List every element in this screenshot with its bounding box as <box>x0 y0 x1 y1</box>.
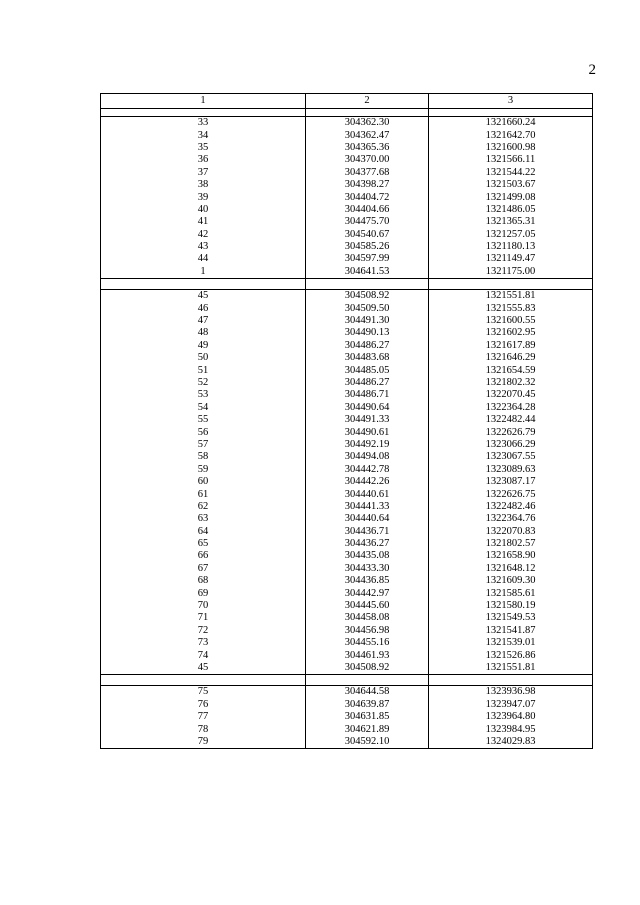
separator-cell <box>429 675 593 686</box>
x-coordinate-cell: 304475.70 <box>306 216 429 228</box>
separator-cell <box>101 279 306 290</box>
table-row <box>101 563 593 575</box>
table-row <box>101 637 593 649</box>
table-row <box>101 600 593 612</box>
table-row <box>101 575 593 587</box>
table-row <box>101 439 593 451</box>
x-coordinate-cell: 304440.61 <box>306 488 429 500</box>
table-row <box>101 204 593 216</box>
table-row <box>101 612 593 624</box>
x-coordinate-cell: 304445.60 <box>306 600 429 612</box>
point-number-cell: 35 <box>101 142 306 154</box>
x-coordinate-cell: 304486.27 <box>306 340 429 352</box>
table-row <box>101 179 593 191</box>
x-coordinate-cell: 304490.13 <box>306 327 429 339</box>
x-coordinate-cell: 304641.53 <box>306 266 429 279</box>
x-coordinate-cell: 304509.50 <box>306 302 429 314</box>
table-row <box>101 364 593 376</box>
x-coordinate-cell: 304597.99 <box>306 253 429 265</box>
table-row <box>101 414 593 426</box>
table-row <box>101 389 593 401</box>
y-coordinate-cell: 1322070.45 <box>429 389 593 401</box>
page-number: 2 <box>588 62 596 78</box>
y-coordinate-cell: 1321617.89 <box>429 340 593 352</box>
y-coordinate-cell: 1321551.81 <box>429 290 593 303</box>
y-coordinate-cell: 1322070.83 <box>429 526 593 538</box>
y-coordinate-cell: 1321580.19 <box>429 600 593 612</box>
table-row <box>101 711 593 723</box>
table-row <box>101 253 593 265</box>
section-separator-row <box>101 109 593 117</box>
point-number-cell: 67 <box>101 563 306 575</box>
table-row <box>101 476 593 488</box>
y-coordinate-cell: 1321600.98 <box>429 142 593 154</box>
y-coordinate-cell: 1322364.28 <box>429 402 593 414</box>
y-coordinate-cell: 1323066.29 <box>429 439 593 451</box>
point-number-cell: 52 <box>101 377 306 389</box>
table-row <box>101 266 593 279</box>
point-number-cell: 37 <box>101 167 306 179</box>
x-coordinate-cell: 304365.36 <box>306 142 429 154</box>
point-number-cell: 59 <box>101 464 306 476</box>
x-coordinate-cell: 304639.87 <box>306 699 429 711</box>
x-coordinate-cell: 304440.64 <box>306 513 429 525</box>
y-coordinate-cell: 1321539.01 <box>429 637 593 649</box>
y-coordinate-cell: 1321149.47 <box>429 253 593 265</box>
y-coordinate-cell: 1321646.29 <box>429 352 593 364</box>
y-coordinate-cell: 1322482.46 <box>429 501 593 513</box>
x-coordinate-cell: 304458.08 <box>306 612 429 624</box>
x-coordinate-cell: 304508.92 <box>306 290 429 303</box>
x-coordinate-cell: 304442.97 <box>306 587 429 599</box>
y-coordinate-cell: 1321526.86 <box>429 649 593 661</box>
y-coordinate-cell: 1321551.81 <box>429 662 593 675</box>
point-number-cell: 54 <box>101 402 306 414</box>
x-coordinate-cell: 304362.47 <box>306 129 429 141</box>
table-row <box>101 377 593 389</box>
x-coordinate-cell: 304433.30 <box>306 563 429 575</box>
x-coordinate-cell: 304435.08 <box>306 550 429 562</box>
table-row <box>101 290 593 303</box>
table-row <box>101 340 593 352</box>
table-row <box>101 191 593 203</box>
point-number-cell: 47 <box>101 315 306 327</box>
point-number-cell: 57 <box>101 439 306 451</box>
x-coordinate-cell: 304490.61 <box>306 426 429 438</box>
point-number-cell: 45 <box>101 662 306 675</box>
x-coordinate-cell: 304486.27 <box>306 377 429 389</box>
table-row <box>101 451 593 463</box>
y-coordinate-cell: 1321503.67 <box>429 179 593 191</box>
x-coordinate-cell: 304540.67 <box>306 229 429 241</box>
x-coordinate-cell: 304404.66 <box>306 204 429 216</box>
point-number-cell: 61 <box>101 488 306 500</box>
x-coordinate-cell: 304398.27 <box>306 179 429 191</box>
point-number-cell: 79 <box>101 736 306 749</box>
point-number-cell: 68 <box>101 575 306 587</box>
table-row <box>101 142 593 154</box>
table-row <box>101 117 593 130</box>
y-coordinate-cell: 1321549.53 <box>429 612 593 624</box>
column-header-y: 3 <box>429 94 593 109</box>
y-coordinate-cell: 1321180.13 <box>429 241 593 253</box>
y-coordinate-cell: 1321602.95 <box>429 327 593 339</box>
y-coordinate-cell: 1321802.57 <box>429 538 593 550</box>
point-number-cell: 60 <box>101 476 306 488</box>
point-number-cell: 38 <box>101 179 306 191</box>
table-row <box>101 488 593 500</box>
x-coordinate-cell: 304508.92 <box>306 662 429 675</box>
table-row <box>101 513 593 525</box>
point-number-cell: 41 <box>101 216 306 228</box>
separator-cell <box>101 109 306 117</box>
y-coordinate-cell: 1321566.11 <box>429 154 593 166</box>
point-number-cell: 55 <box>101 414 306 426</box>
table-row <box>101 550 593 562</box>
point-number-cell: 64 <box>101 526 306 538</box>
point-number-cell: 62 <box>101 501 306 513</box>
x-coordinate-cell: 304455.16 <box>306 637 429 649</box>
point-number-cell: 44 <box>101 253 306 265</box>
point-number-cell: 49 <box>101 340 306 352</box>
y-coordinate-cell: 1321175.00 <box>429 266 593 279</box>
point-number-cell: 1 <box>101 266 306 279</box>
y-coordinate-cell: 1323936.98 <box>429 686 593 699</box>
y-coordinate-cell: 1321648.12 <box>429 563 593 575</box>
y-coordinate-cell: 1323984.95 <box>429 723 593 735</box>
table-row <box>101 154 593 166</box>
separator-cell <box>101 675 306 686</box>
separator-cell <box>306 675 429 686</box>
point-number-cell: 70 <box>101 600 306 612</box>
x-coordinate-cell: 304377.68 <box>306 167 429 179</box>
point-number-cell: 71 <box>101 612 306 624</box>
table-row <box>101 464 593 476</box>
y-coordinate-cell: 1322626.75 <box>429 488 593 500</box>
table-row <box>101 686 593 699</box>
x-coordinate-cell: 304461.93 <box>306 649 429 661</box>
table-row <box>101 167 593 179</box>
x-coordinate-cell: 304644.58 <box>306 686 429 699</box>
table-row <box>101 229 593 241</box>
point-number-cell: 43 <box>101 241 306 253</box>
table-row <box>101 649 593 661</box>
y-coordinate-cell: 1322482.44 <box>429 414 593 426</box>
x-coordinate-cell: 304362.30 <box>306 117 429 130</box>
point-number-cell: 66 <box>101 550 306 562</box>
y-coordinate-cell: 1321660.24 <box>429 117 593 130</box>
y-coordinate-cell: 1323964.80 <box>429 711 593 723</box>
x-coordinate-cell: 304436.71 <box>306 526 429 538</box>
y-coordinate-cell: 1321585.61 <box>429 587 593 599</box>
y-coordinate-cell: 1321486.05 <box>429 204 593 216</box>
point-number-cell: 73 <box>101 637 306 649</box>
y-coordinate-cell: 1322626.79 <box>429 426 593 438</box>
table-row <box>101 402 593 414</box>
column-header-x: 2 <box>306 94 429 109</box>
y-coordinate-cell: 1323947.07 <box>429 699 593 711</box>
y-coordinate-cell: 1321658.90 <box>429 550 593 562</box>
x-coordinate-cell: 304592.10 <box>306 736 429 749</box>
x-coordinate-cell: 304441.33 <box>306 501 429 513</box>
point-number-cell: 56 <box>101 426 306 438</box>
y-coordinate-cell: 1323089.63 <box>429 464 593 476</box>
x-coordinate-cell: 304485.05 <box>306 364 429 376</box>
point-number-cell: 58 <box>101 451 306 463</box>
x-coordinate-cell: 304490.64 <box>306 402 429 414</box>
table-row <box>101 723 593 735</box>
y-coordinate-cell: 1321654.59 <box>429 364 593 376</box>
coordinates-table <box>100 93 593 749</box>
point-number-cell: 33 <box>101 117 306 130</box>
point-number-cell: 39 <box>101 191 306 203</box>
table-row <box>101 315 593 327</box>
y-coordinate-cell: 1321555.83 <box>429 302 593 314</box>
x-coordinate-cell: 304442.78 <box>306 464 429 476</box>
x-coordinate-cell: 304621.89 <box>306 723 429 735</box>
table-row <box>101 526 593 538</box>
y-coordinate-cell: 1321541.87 <box>429 625 593 637</box>
table-header-row <box>101 94 593 109</box>
point-number-cell: 45 <box>101 290 306 303</box>
x-coordinate-cell: 304631.85 <box>306 711 429 723</box>
table-row <box>101 662 593 675</box>
point-number-cell: 48 <box>101 327 306 339</box>
separator-cell <box>306 109 429 117</box>
table-row <box>101 699 593 711</box>
y-coordinate-cell: 1321609.30 <box>429 575 593 587</box>
column-header-point: 1 <box>101 94 306 109</box>
x-coordinate-cell: 304404.72 <box>306 191 429 203</box>
table-row <box>101 625 593 637</box>
point-number-cell: 40 <box>101 204 306 216</box>
table-row <box>101 587 593 599</box>
section-separator-row <box>101 279 593 290</box>
y-coordinate-cell: 1322364.76 <box>429 513 593 525</box>
x-coordinate-cell: 304456.98 <box>306 625 429 637</box>
coordinates-table-body <box>101 94 593 749</box>
table-row <box>101 241 593 253</box>
table-row <box>101 302 593 314</box>
point-number-cell: 51 <box>101 364 306 376</box>
x-coordinate-cell: 304486.71 <box>306 389 429 401</box>
table-row <box>101 501 593 513</box>
x-coordinate-cell: 304436.85 <box>306 575 429 587</box>
y-coordinate-cell: 1324029.83 <box>429 736 593 749</box>
point-number-cell: 63 <box>101 513 306 525</box>
table-row <box>101 129 593 141</box>
point-number-cell: 69 <box>101 587 306 599</box>
y-coordinate-cell: 1321600.55 <box>429 315 593 327</box>
separator-cell <box>429 109 593 117</box>
table-row <box>101 736 593 749</box>
table-row <box>101 426 593 438</box>
point-number-cell: 75 <box>101 686 306 699</box>
x-coordinate-cell: 304491.33 <box>306 414 429 426</box>
section-separator-row <box>101 675 593 686</box>
point-number-cell: 65 <box>101 538 306 550</box>
y-coordinate-cell: 1321642.70 <box>429 129 593 141</box>
point-number-cell: 74 <box>101 649 306 661</box>
y-coordinate-cell: 1323067.55 <box>429 451 593 463</box>
point-number-cell: 78 <box>101 723 306 735</box>
separator-cell <box>429 279 593 290</box>
y-coordinate-cell: 1321257.05 <box>429 229 593 241</box>
y-coordinate-cell: 1321499.08 <box>429 191 593 203</box>
x-coordinate-cell: 304585.26 <box>306 241 429 253</box>
point-number-cell: 76 <box>101 699 306 711</box>
y-coordinate-cell: 1321365.31 <box>429 216 593 228</box>
point-number-cell: 53 <box>101 389 306 401</box>
table-row <box>101 352 593 364</box>
separator-cell <box>306 279 429 290</box>
table-row <box>101 327 593 339</box>
x-coordinate-cell: 304442.26 <box>306 476 429 488</box>
y-coordinate-cell: 1323087.17 <box>429 476 593 488</box>
point-number-cell: 34 <box>101 129 306 141</box>
point-number-cell: 36 <box>101 154 306 166</box>
point-number-cell: 72 <box>101 625 306 637</box>
y-coordinate-cell: 1321544.22 <box>429 167 593 179</box>
x-coordinate-cell: 304483.68 <box>306 352 429 364</box>
point-number-cell: 50 <box>101 352 306 364</box>
table-row <box>101 216 593 228</box>
y-coordinate-cell: 1321802.32 <box>429 377 593 389</box>
x-coordinate-cell: 304492.19 <box>306 439 429 451</box>
point-number-cell: 42 <box>101 229 306 241</box>
point-number-cell: 77 <box>101 711 306 723</box>
table-row <box>101 538 593 550</box>
x-coordinate-cell: 304436.27 <box>306 538 429 550</box>
x-coordinate-cell: 304370.00 <box>306 154 429 166</box>
point-number-cell: 46 <box>101 302 306 314</box>
x-coordinate-cell: 304494.08 <box>306 451 429 463</box>
x-coordinate-cell: 304491.30 <box>306 315 429 327</box>
